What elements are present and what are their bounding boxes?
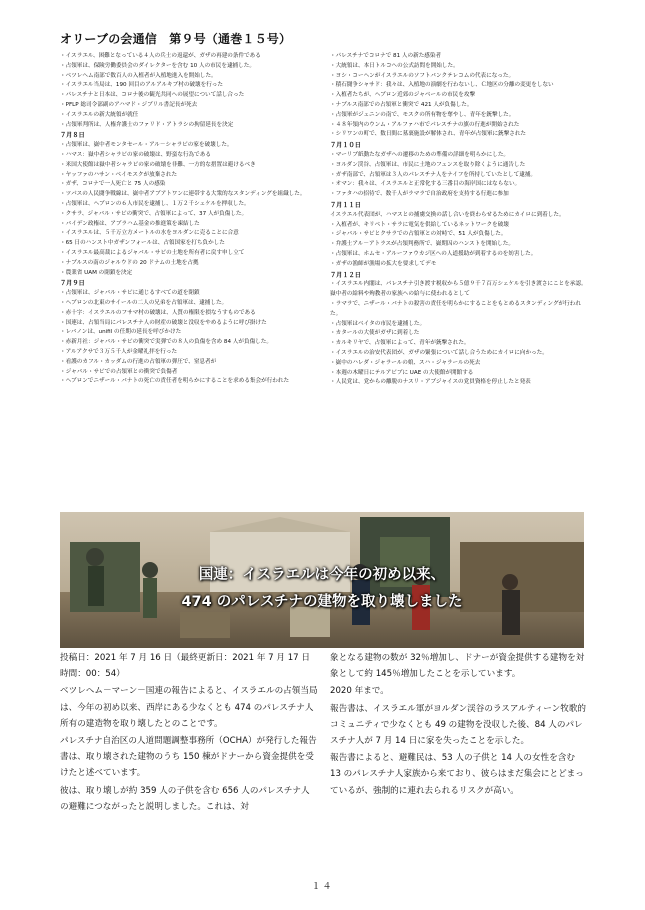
news-item: ・赤十字：イスラエルのフサマ村の破壊は、人質の権限を損なうすものである — [60, 309, 256, 316]
news-photo — [60, 512, 584, 648]
news-item: ・嶽中のハレダ・ジャラールの娘、スハ・ジャラールの死去 — [330, 359, 481, 366]
news-item: イスラエル代表団が、ハマスとの捕虜交換の話し合いを終わらせるためにカイロに到着した。 — [330, 211, 565, 218]
article-paragraph: 2020 年まで。 — [330, 686, 389, 697]
news-item: ・ガザ、コロナで一人死亡と 75 人の感染 — [60, 181, 166, 188]
news-item: ・パレスチナでコロナで 81 人の新た感染者 — [330, 53, 442, 59]
news-item: ・入植者が、キリベト・サラに電気を供給しているネットワークを破壊 — [330, 221, 509, 228]
date-heading: ７月１０日 — [330, 142, 361, 150]
news-item: ・ヨルダン渓谷、占領軍は、市民に土地のフェンスを取り除くように通告した — [330, 161, 526, 168]
news-item: ・弁護士アル－アトラスが占領判務所で、嶽期囚のハンストを開始した。 — [330, 241, 514, 248]
news-item: ・本週の木曜日にテルアビブに UAE の大使館が開館する — [330, 369, 474, 376]
news-item: ・国連は、占領当局にパレスチナ人の財産の破壊と没収をやめるように呼び掛けた — [60, 319, 267, 326]
article-paragraph: 象となる建物の数が 32％増加し、ドナーが資金提供する建物を対象として約 145％増加したことを示しています。 — [330, 653, 585, 680]
article-paragraph: ベツレヘム－マーン－国連の報告によると、イスラエルの占領当局は、今年の初め以来、西岸にある少なくとも 474 のパレスチナ人所有の建造物を取り壊したとのことです。 — [60, 686, 318, 729]
article-paragraph: パレスチナ自治区の人道問題調整事務所（OCHA）が発行した報告書は、取り壊された建物のうち 150 棟がドナーから資金提供を受けたと述べています。 — [60, 736, 317, 779]
news-item: ・占領軍がジェニンの南で、モスクの所有物を奪やし、青年を銃撃した。 — [330, 111, 515, 118]
news-item: ・人民党は、党からの離脱のナスリ・アブジャイスの党員資格を停止したと発表 — [330, 379, 531, 386]
news-item: ・ハマス：嶽中者シャラビの家の破壊は、野蛮な行為である — [60, 151, 211, 158]
article-left-column — [60, 650, 318, 816]
article-right-column — [330, 650, 588, 800]
news-item: ・米国大使館は嶽中者シャラビの家の破壊を非難、一方的な措置は避けるべき — [60, 161, 256, 168]
news-item: ・積石闘争シャサド：我々は、入植地の演劇を行わないし、Ｃ地区の分離の変更をしない — [330, 82, 554, 89]
news-item: ・イスラエル当局は、190 回目のアルアルキブ村の破壊を行った — [60, 82, 223, 89]
date-heading: ７月１２日 — [330, 271, 361, 279]
news-item: ・占領軍は、ジャバル・サビに通じるすべての道を閉鎖 — [60, 290, 200, 297]
news-item: ・ツパスの人民闘争戦線は、嶽中者アブアトワンに連帯する大衆的なスタンディングを組織した。 — [60, 191, 306, 198]
news-item: ・マーリブ紙動たなガザへの遷移のための準備の詳細を明らかにした。 — [330, 151, 510, 158]
headline-line-2: 474 のパレスチナの建物を取り壊しました — [181, 594, 463, 610]
news-item: ・レバノンは、unifil の任期の延長を呼びかけた — [60, 329, 182, 336]
article-paragraph: 彼は、取り壊しが約 359 人の子供を含む 656 人のパレスチナ人の避難につながったと説明しました。これは、対 — [60, 785, 310, 812]
news-item: ・ジャバル・サビでの占領軍との衝突で負傷者 — [60, 368, 178, 375]
news-item: ・シリワンの町で、数日間に墓裏施設が解体され、青年が占領軍に銃撃された — [330, 131, 527, 138]
news-item: ・ナブルスの南のジャルウドの 20 ドナムの土地を占拠 — [60, 259, 199, 266]
news-item: ・PFLP 総司令部副のアハマド・ジブリル書記長が死去 — [60, 101, 198, 108]
news-item: ・イスラエル、困難となっている４人の兵士の返還が、ガザの再建の条件である — [60, 53, 261, 59]
news-item: ・アルアクサで３万５千人が金曜礼拝を行った — [60, 348, 178, 355]
news-item: ・カルキリヤで、占領軍によって、青年が銃撃された。 — [330, 340, 470, 347]
news-item: ・ガザの漁師が漁場の拡大を要求してデモ — [330, 260, 437, 267]
news-item: ・看護のカフル・カッダムの行進の占領軍の弾圧で、窒息者が — [60, 358, 217, 365]
news-item: ・占領軍はベイタの市民を逮捕した。 — [330, 320, 426, 327]
news-item: ・イスラエル内閣は、パレスチナ引き渡す税収から５億９千７百万シェケルを引き渡さにことを承認。嶽中者の給料や殉教者の家族への給与に使われるとして — [330, 281, 587, 298]
news-item: ・ナブルス南部での占領軍と衝突で 421 人が負傷した。 — [330, 101, 473, 108]
news-item: ・ガザ南部で、占領軍は３人のパレスチナ人をナイフを所持していたとして逮捕。 — [330, 171, 537, 178]
article-paragraph: 報告書によると、避難民は、53 人の子供と 14 人の女性を含む 13 のパレスチナ人家族から来ており、彼らはまだ集会にとどまっているが、強制的に連れ去られるリスクが高い。 — [330, 753, 584, 796]
news-item: ・イスラエルは、５千万立方メートルの水をヨルダンに売ることに合意 — [60, 230, 239, 237]
news-item: ・占領軍は、ヘブロンの６人市民を逮捕し、１万２千シェケルを押収した。 — [60, 200, 250, 207]
news-item: ・ヘブロンの北東のサイールの二人の兄弟を占領軍は、逮捕した。 — [60, 299, 228, 306]
news-item: ・イスラエル最高裁によるジャバル・サビの土地を所有者に戻す申し立て — [60, 249, 245, 256]
news-item: ・占領軍判所は、人権弁護士のファリド・アトラシの拘留延長を決定 — [60, 121, 234, 128]
news-item: ・オマン：我々は、イスラエルと正常化する三番目の海岸国にはならない。 — [330, 181, 521, 188]
date-heading: ７月８日 — [60, 132, 85, 140]
page-number: １４ — [311, 882, 334, 892]
news-item: ・カタールの大使がガザに到着した — [330, 330, 420, 337]
photo-headline — [60, 562, 584, 616]
date-heading: ７月９日 — [60, 280, 85, 288]
news-list-right — [330, 52, 588, 388]
news-item: ・イスラエルの治安代表団が、ガザの緊張について話し合うためにカイロに向かった。 — [330, 349, 548, 356]
news-item: ・ヨシ・コーヘンがイスラエルのソフトバンクテレコムの代表になった。 — [330, 72, 515, 79]
news-item: ・ラマラで、ニザール・バナトの殺害の責任を明らかにすることをもとめるスタンディングが行われた。 — [330, 300, 581, 317]
news-item: ・赤新月社：ジャバル・サビの衝突で実弾での８人の負傷を含め 84 人が負傷した。 — [60, 339, 272, 346]
news-item: ・65 日のハンスト中ガザンフォールは、占領国家を打ち負かした — [60, 240, 225, 247]
news-item: ・大統領は、本日トルコへの公式訪問を開始した。 — [330, 62, 459, 69]
newsletter-title: オリーブの会通信 第９号（通巻１５号） — [60, 32, 292, 46]
news-item: ・ヘブロンでニザール・バナトの死亡の責任者を明らかにすることを求める集会が行われた — [60, 378, 290, 385]
news-item: ・占領軍は、保険労働委員会のダイレクターを含む 10 人の市民を逮捕した。 — [60, 62, 255, 69]
news-item: ・占領軍は、ホムセ・アルーファウカジ区への人道援助が到着するのを妨害した。 — [330, 250, 537, 257]
article-paragraph: 報告書は、イスラエル軍がヨルダン渓谷のラスアルティーン牧歌的コミュニティで少なくとも 49 の建物を没収した後、84 人のパレスチナ人が 7 月 14 日に家を失ったことを示した。 — [330, 703, 587, 747]
article-paragraph: 投稿日：2021 年 7 月 16 日（最終更新日：2021 年 7 月 17 日時間：00：54） — [60, 653, 310, 680]
news-item: ・占領軍は、嶽中者モンタセール・アル－シャラビの家を破壊した。 — [60, 142, 233, 149]
news-item: ・イスラエルの新大統領が就任 — [60, 111, 139, 118]
news-item: ・農業省 UAM の閉鎖を決定 — [60, 269, 133, 276]
news-item: ・バイデン政権は、アブラハム基金の推進策を凍結した — [60, 220, 200, 227]
news-item: ・ファタハの招待で、数千人がラマラで自治政府を支持する行進に参加 — [330, 191, 509, 198]
date-heading: ７月１１日 — [330, 201, 361, 209]
news-item: ・ヤッファのハサン・ベイモスクが放棄された — [60, 171, 178, 178]
news-item: ・４８年領内のウンム・アルファハ市でパレスチナの旗の行進が開始された — [330, 121, 520, 128]
news-item: ・ジャバル・サビとクサラでの占領軍との対峙で、51 人が負傷した。 — [330, 231, 507, 238]
news-item: ・入植者たちが、ヘブロン近郊のジャベールの市民を攻撃 — [330, 92, 476, 99]
headline-line-1: 国連：イスラエルは今年の初め以来、 — [198, 567, 446, 583]
news-item: ・パレスチナと日本は、コロナ後の観光共同への展望について話し合った — [60, 92, 245, 99]
news-item: ・ベツレヘム南部で数百人の入植者が入植地進入を開始した。 — [60, 72, 217, 79]
news-list-left — [60, 52, 318, 387]
news-item: ・クサラ、ジャバル・サビの衝突で、占領軍によって、37 人が負傷した。 — [60, 210, 248, 217]
